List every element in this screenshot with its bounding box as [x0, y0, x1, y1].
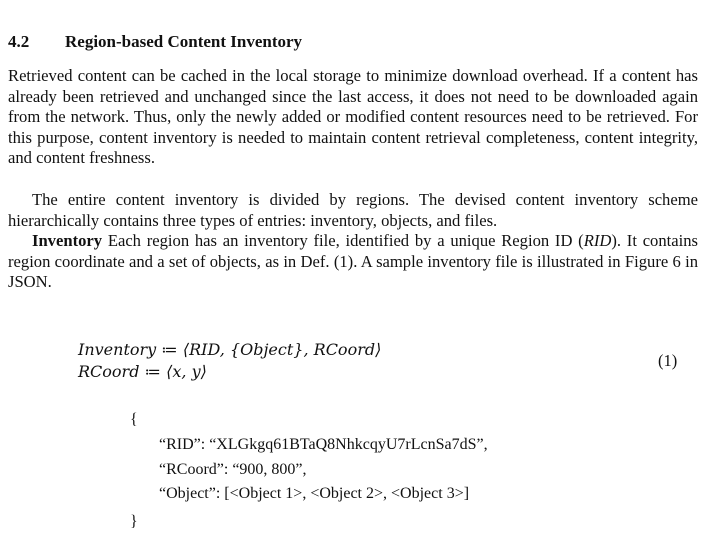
equation-line-rcoord	[78, 362, 207, 381]
section-title: Region-based Content Inventory	[65, 32, 303, 51]
json-close-brace: }	[130, 513, 138, 530]
inventory-term: Inventory	[32, 231, 103, 250]
equation-number: (1)	[658, 351, 678, 370]
rid-term: RID	[583, 231, 612, 250]
equation-rhs: ⟨x, y⟩	[166, 362, 207, 381]
equation-lhs: RCoord	[78, 362, 140, 381]
inventory-text-b: ). It contains region coordinate and a set of objects, as in Def. (1). A sample inventory file is illustrated in Figure 6 in JSON.	[8, 231, 698, 292]
equation-operator: ≔	[139, 362, 167, 381]
equation-operator: ≔	[156, 340, 183, 359]
json-line-rcoord: “RCoord”: “900, 800”,	[159, 461, 307, 478]
paragraph-inventory	[8, 231, 698, 293]
equation-lhs: Inventory	[78, 340, 157, 359]
equation-rhs: ⟨RID, {Object}, RCoord⟩	[182, 340, 382, 359]
paragraph-intro: Retrieved content can be cached in the local storage to minimize download overhead. If a content has already been retrieved and unchanged since the last access, it does not need to be downloaded again from the network. Thus, only the newly added or modified content resources need to be retrieved. For this purpose, content inventory is needed to maintain content retrieval completeness, content integrity, and content freshness.	[8, 66, 698, 168]
section-heading	[8, 32, 302, 52]
section-number: 4.2	[8, 32, 30, 51]
json-line-object: “Object”: [<Object 1>, <Object 2>, <Object 3>]	[159, 485, 470, 502]
inventory-text-a: Each region has an inventory file, identified by a unique Region ID (	[102, 231, 584, 250]
json-line-rid: “RID”: “XLGkgq61BTaQ8NhkcqyU7rLcnSa7dS”,	[159, 436, 488, 453]
json-open-brace: {	[130, 411, 138, 428]
equation-line-inventory	[78, 340, 381, 359]
paragraph-regions: The entire content inventory is divided by regions. The devised content inventory scheme hierarchically contains three types of entries: inventory, objects, and files.	[8, 190, 698, 230]
